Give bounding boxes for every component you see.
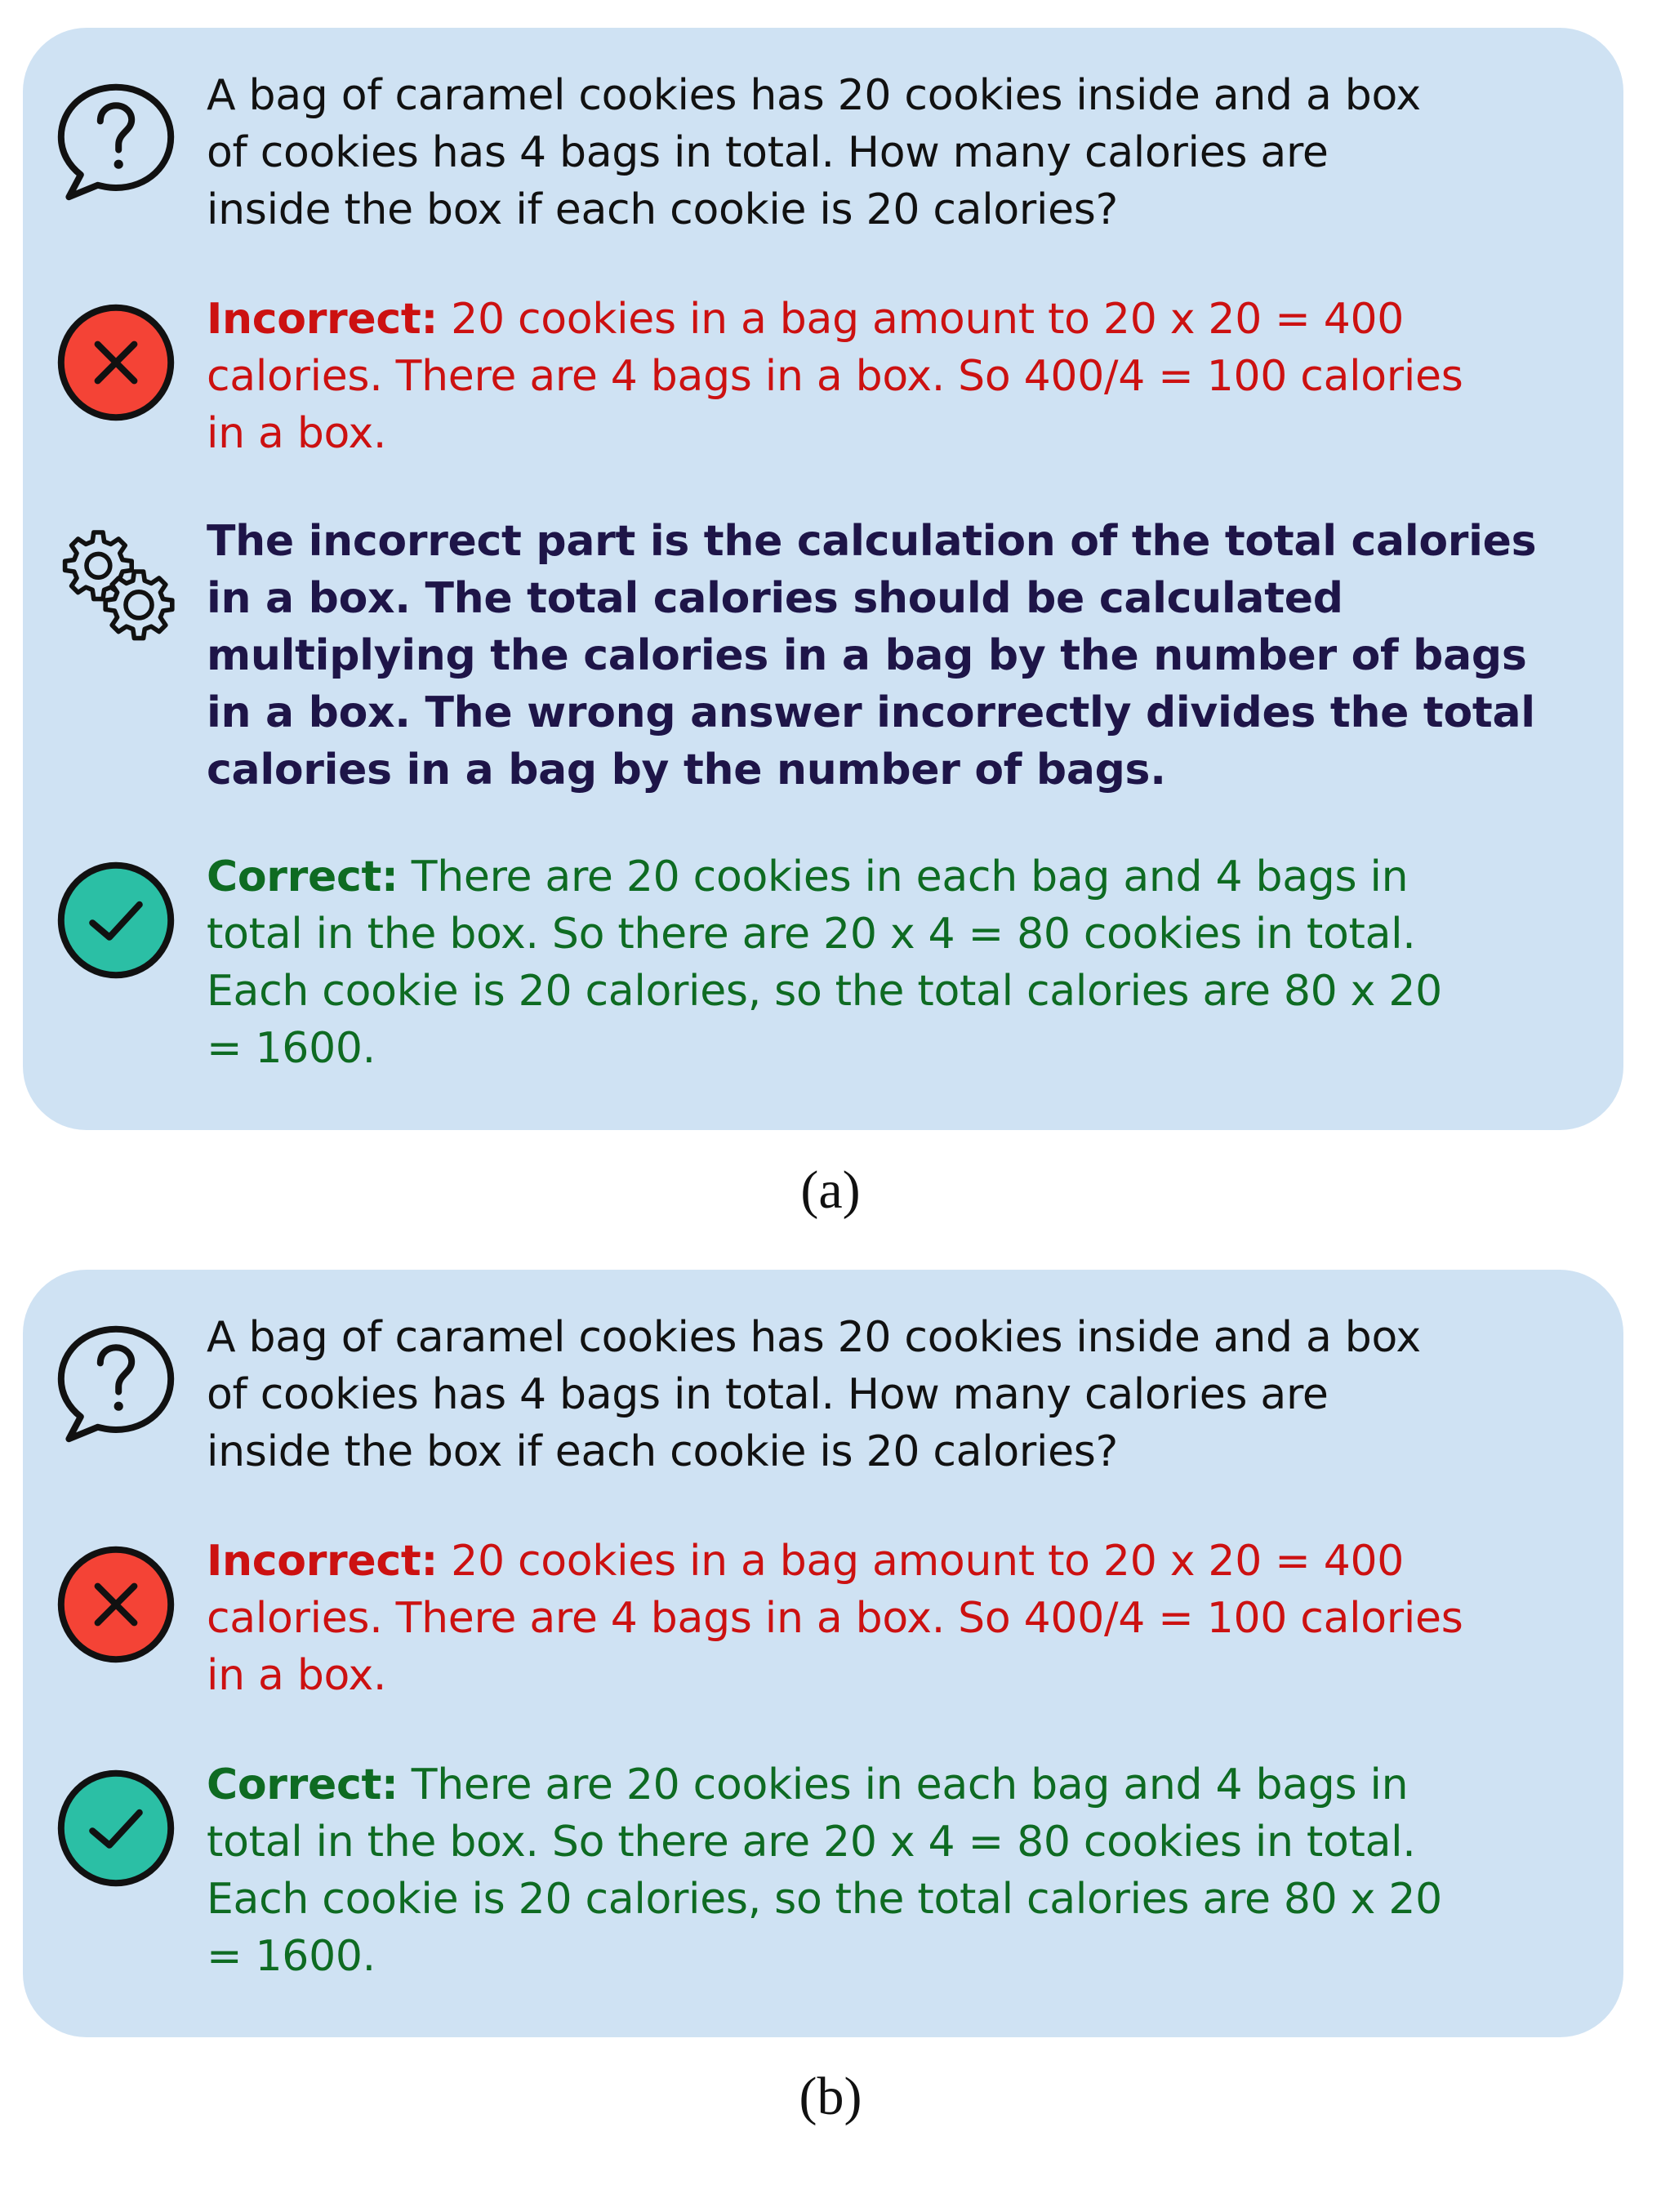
question-bubble-icon — [51, 77, 181, 207]
correct-label: Correct: — [207, 852, 399, 901]
incorrect-text: 20 cookies in a bag amount to 20 x 20 = 400 calories. There are 4 bags in a box. So 400/4 = 100 calories in a box. — [207, 1537, 1463, 1700]
question-text: A bag of caramel cookies has 20 cookies inside and a box of cookies has 4 bags in total. How many calories are inside the box if each cookie is 20 calories? — [207, 1313, 1421, 1476]
x-circle-icon — [51, 297, 181, 428]
caption-a: (a) — [800, 1160, 861, 1220]
correct-text: There are 20 cookies in each bag and 4 bags in total in the box. So there are 20 x 4 = 80 cookies in total. Each cookie is 20 calories, so the total calories are 80 x 20 = 1600. — [207, 852, 1442, 1073]
feedback-text: The incorrect part is the calculation of the total calories in a box. The total calories should be calculated multiplying the calories in a bag by the number of bags in a box. The wrong answer incorrectly divides the total calories in a bag by the number of bags. — [207, 517, 1537, 794]
gears-icon — [51, 519, 181, 650]
incorrect-label: Incorrect: — [207, 295, 438, 344]
question-text: A bag of caramel cookies has 20 cookies inside and a box of cookies has 4 bags in total. How many calories are inside the box if each cookie is 20 calories? — [207, 71, 1421, 234]
correct-text: There are 20 cookies in each bag and 4 bags in total in the box. So there are 20 x 4 = 80 cookies in total. Each cookie is 20 calories, so the total calories are 80 x 20 = 1600. — [207, 1760, 1442, 1981]
correct-answer — [207, 848, 1607, 1077]
panel-b — [23, 1270, 1623, 2037]
incorrect-answer — [207, 1533, 1607, 1704]
check-circle-icon — [51, 1763, 181, 1894]
incorrect-text: 20 cookies in a bag amount to 20 x 20 = 400 calories. There are 4 bags in a box. So 400/4 = 100 calories in a box. — [207, 295, 1463, 458]
x-circle-icon — [51, 1539, 181, 1670]
correct-label: Correct: — [207, 1760, 399, 1809]
correct-answer — [207, 1756, 1607, 1985]
question-bubble-icon — [51, 1319, 181, 1449]
panel-a — [23, 28, 1623, 1130]
caption-b: (b) — [799, 2067, 862, 2126]
incorrect-answer — [207, 291, 1607, 462]
check-circle-icon — [51, 855, 181, 986]
incorrect-label: Incorrect: — [207, 1537, 438, 1586]
